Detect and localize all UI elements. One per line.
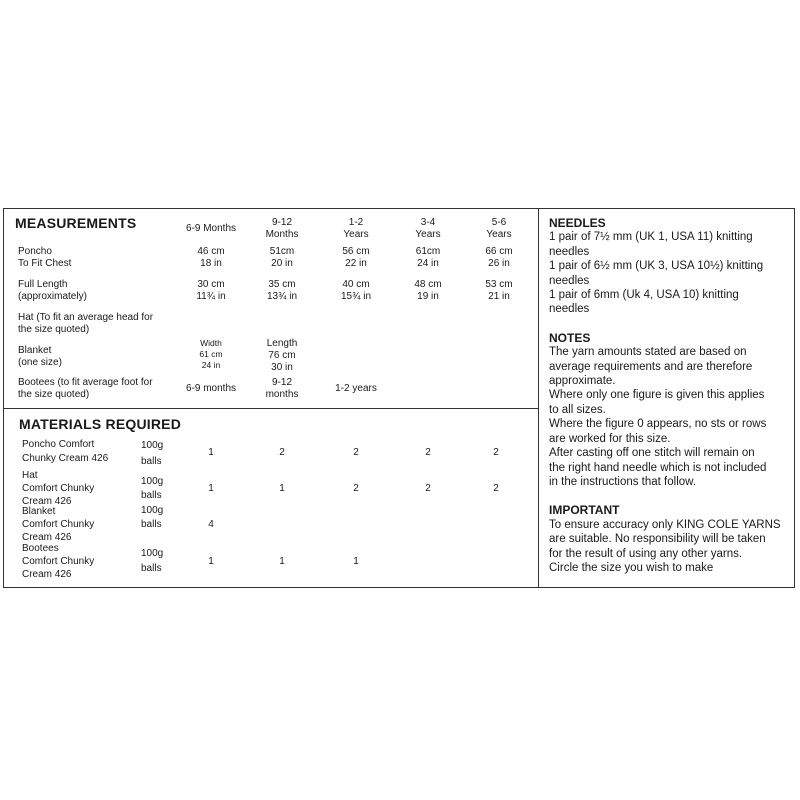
length-cm: 30 cm [197, 279, 225, 290]
length-label: Full Length [18, 279, 68, 290]
material-unit: 100g [141, 548, 164, 559]
size-header-3b: Years [343, 229, 369, 240]
poncho-in: 20 in [271, 258, 293, 269]
needles-line: 1 pair of 7½ mm (UK 1, USA 11) knitting [549, 231, 753, 244]
length-in: 11¾ in [196, 291, 226, 302]
notes-line: in the instructions that follow. [549, 475, 697, 488]
material-qty: 1 [208, 483, 214, 494]
size-header-1: 6-9 Months [185, 223, 237, 234]
material-qty: 1 [279, 556, 285, 567]
length-in: 13¾ in [266, 291, 298, 302]
material-unit: 100g [141, 476, 164, 487]
notes-line: to all sizes. [549, 403, 606, 416]
bootees-size-1: 6-9 months [185, 383, 237, 394]
bootees-label: Bootees (to fit average foot for [18, 377, 153, 388]
blanket-width-cm: 61 cm [199, 349, 223, 359]
material-item: Bootees [22, 543, 59, 554]
bootees-label-cont: the size quoted) [18, 389, 90, 400]
material-item: Blanket [22, 506, 56, 517]
material-item: Cream 426 [22, 569, 72, 580]
column-divider [538, 208, 539, 588]
material-qty: 4 [208, 519, 214, 530]
notes-heading: NOTES [549, 330, 591, 345]
notes-line: are worked for this size. [549, 432, 671, 445]
material-qty: 1 [279, 483, 285, 494]
poncho-in: 22 in [345, 258, 367, 269]
material-qty: 1 [208, 447, 214, 458]
material-qty: 2 [425, 483, 431, 494]
size-header-4b: Years [415, 229, 441, 240]
size-header-2b: Months [265, 229, 299, 240]
important-line: are suitable. No responsibility will be taken [549, 533, 766, 546]
important-line: Circle the size you wish to make [549, 561, 714, 574]
size-header-5: 5-6 [491, 217, 507, 228]
section-divider [3, 408, 539, 409]
blanket-width-label: Width [200, 338, 222, 348]
blanket-width-in: 24 in [201, 360, 221, 370]
poncho-in: 24 in [417, 258, 439, 269]
material-item: Poncho Comfort [22, 439, 95, 450]
bootees-size-3: 1-2 years [335, 383, 377, 394]
poncho-cm: 56 cm [342, 246, 370, 257]
material-item: Comfort Chunky [22, 483, 95, 494]
notes-line: Where the figure 0 appears, no sts or rows [549, 418, 767, 431]
material-qty: 1 [353, 556, 359, 567]
material-item: Hat [22, 470, 38, 481]
material-item: Comfort Chunky [22, 556, 95, 567]
material-item: Chunky Cream 426 [22, 453, 109, 464]
hat-label-cont: the size quoted) [18, 324, 90, 335]
length-cm: 53 cm [485, 279, 513, 290]
material-item: Cream 426 [22, 532, 72, 543]
poncho-cm: 66 cm [485, 246, 513, 257]
notes-line: average requirements and are therefore [549, 360, 753, 373]
blanket-label: Blanket [18, 345, 52, 356]
needles-line: 1 pair of 6½ mm (UK 3, USA 10½) knitting [549, 260, 764, 273]
material-item: Cream 426 [22, 496, 72, 507]
length-cm: 48 cm [414, 279, 442, 290]
blanket-size-label: (one size) [18, 357, 62, 368]
info-column [549, 216, 793, 575]
size-header-4: 3-4 [420, 217, 436, 228]
material-qty: 2 [425, 447, 431, 458]
size-header-3: 1-2 [348, 217, 364, 228]
length-approx-label: (approximately) [18, 291, 87, 302]
important-line: To ensure accuracy only KING COLE YARNS [549, 518, 781, 531]
bootees-size-2b: months [265, 389, 299, 400]
needles-line: needles [549, 303, 590, 316]
notes-line: Where only one figure is given this applies [549, 389, 765, 402]
material-unit: 100g [141, 440, 164, 451]
poncho-cm: 61cm [415, 246, 441, 257]
needles-heading: NEEDLES [549, 216, 606, 230]
length-cm: 35 cm [268, 279, 296, 290]
material-qty: 2 [493, 483, 499, 494]
material-unit: balls [141, 519, 162, 530]
notes-line: approximate. [549, 375, 616, 388]
measurements-heading: MEASUREMENTS [15, 215, 137, 231]
poncho-chest-label: To Fit Chest [18, 258, 72, 269]
material-qty: 2 [353, 447, 359, 458]
material-qty: 2 [279, 447, 285, 458]
length-in: 21 in [488, 291, 510, 302]
poncho-in: 18 in [200, 258, 222, 269]
hat-label: Hat (To fit an average head for [18, 312, 154, 323]
material-qty: 2 [353, 483, 359, 494]
material-unit: balls [141, 563, 162, 574]
length-cm: 40 cm [342, 279, 370, 290]
material-qty: 1 [208, 556, 214, 567]
poncho-cm: 46 cm [197, 246, 225, 257]
materials-heading: MATERIALS REQUIRED [19, 416, 182, 432]
poncho-cm: 51cm [269, 246, 295, 257]
needles-line: needles [549, 274, 590, 287]
needles-line: needles [549, 245, 590, 258]
length-in: 15¾ in [340, 291, 372, 302]
important-line: for the result of using any other yarns. [549, 547, 743, 560]
length-in: 19 in [417, 291, 439, 302]
notes-line: After casting off one stitch will remain on [549, 447, 755, 460]
material-unit: balls [141, 490, 162, 501]
important-heading: IMPORTANT [549, 503, 620, 518]
material-item: Comfort Chunky [22, 519, 95, 530]
blanket-length-cm: 76 cm [268, 350, 296, 361]
material-unit: 100g [141, 505, 164, 516]
size-header-5b: Years [486, 229, 512, 240]
notes-line: The yarn amounts stated are based on [549, 346, 747, 359]
blanket-length-label: Length [266, 338, 298, 349]
blanket-length-in: 30 in [271, 362, 293, 373]
poncho-label: Poncho [18, 246, 52, 257]
notes-line: the right hand needle which is not included [549, 461, 767, 474]
poncho-in: 26 in [488, 258, 510, 269]
material-qty: 2 [493, 447, 499, 458]
needles-line: 1 pair of 6mm (Uk 4, USA 10) knitting [549, 289, 739, 302]
bootees-size-2: 9-12 [271, 377, 292, 388]
material-unit: balls [141, 456, 162, 467]
size-header-2: 9-12 [271, 217, 292, 228]
